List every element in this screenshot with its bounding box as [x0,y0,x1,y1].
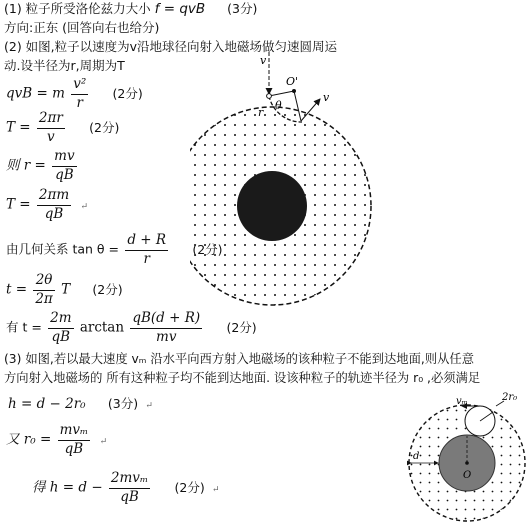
eq-num: mvₘ [58,423,91,441]
p3-intro-line1: (3) 如图,若以最大速度 vₘ 沿水平向西方射入地磁场的该种粒子不能到达地面,则从任意 [4,352,474,366]
p2-eq1 [6,77,143,111]
center-O [465,461,469,465]
fig1-label-o-prime: O' [286,75,299,88]
eq-den: mv [156,328,177,345]
earth-disk [237,171,307,241]
eq-num: mv [52,149,76,167]
center-O-prime [292,89,296,93]
score: (2分) [112,85,143,101]
p2-intro-line2: 动.设半径为r,周期为T [4,58,125,73]
p2-eq4 [6,188,88,222]
fig2-label-d: d [413,451,420,462]
eq-lhs: qvB = m [6,85,65,102]
figure-2-diagram [398,388,526,522]
eq-num: qB(d + R) [130,311,202,329]
p2-intro-line1: (2) 如图,粒子以速度为v沿地球径向射入地磁场做匀速圆周运 [4,39,338,54]
score: (2分) [174,479,205,495]
eq-num: 2πm [37,188,71,206]
eq-den: qB [44,205,64,222]
fig1-label-r: r [258,106,264,119]
eq-lhs: T = [6,119,31,136]
eq-arctan: arctan [79,319,125,336]
eq-den: qB [120,488,139,505]
p2-eq2 [6,111,119,145]
return-mark: ↵ [212,484,220,495]
eq-lhs: T = [6,196,31,213]
score: (2分) [226,319,257,335]
fig2-label-vm: vₘ [456,396,468,407]
eq-num: d + R [125,233,168,251]
figure-1-diagram [190,50,390,350]
eq-lhs: t = [6,281,28,298]
eq-den: qB [55,166,74,183]
return-mark: ↵ [145,401,153,411]
eq-den: qB [64,440,84,457]
score: (2分) [89,119,120,135]
p1-formula: f = qvB [154,1,206,17]
eq-lhs: 又 r₀ = [6,431,52,448]
fig2-label-o: O [463,470,472,481]
fig1-label-theta: θ [275,99,282,112]
return-mark: ↵ [80,201,89,212]
eq-num: 2m [48,311,73,329]
eq-lhs: h = d − 2r₀ [8,396,86,412]
eq-num: 2πr [37,111,65,129]
return-mark: ↵ [99,436,108,447]
score: (2分) [92,281,123,297]
eq-den: qB [51,328,71,345]
fig1-label-v-in: v [260,54,267,67]
score: (3分) [107,396,139,411]
p2-eq6 [6,273,123,307]
eq-lhs: 则 r = [6,157,46,174]
eq-den: 2π [35,290,53,307]
p3-intro-line2: 方向射入地磁场的 所有这种粒子均不能到达地面. 设该种粒子的轨迹半径为 r₀ ,必须满足 [4,371,481,385]
p1-line2: 方向:正东 (回答向右也给分) [4,20,160,35]
fig1-label-v: v [323,91,330,104]
p3-eq1 [8,398,153,412]
entry-point [267,94,272,99]
eq-den: r [76,94,83,111]
eq-num: v² [71,77,88,95]
eq-den: v [47,128,55,145]
p3-eq3 [32,471,220,505]
radius-line-upper [269,91,294,96]
score: (3分) [227,1,258,16]
p1-line1-text: (1) 粒子所受洛伦兹力大小 [4,1,151,16]
p3-eq2 [6,423,107,457]
p1-line1 [4,3,257,17]
eq-lhs: 由几何关系 tan θ = [6,241,120,257]
eq-num: 2mvₘ [109,471,150,489]
fig2-label-2r0: 2r₀ [502,392,518,403]
eq-lhs: 有 t = [6,319,42,335]
eq-lhs: 得 h = d − [32,479,103,496]
eq-tail: T [61,281,71,298]
eq-den: r [143,250,150,267]
eq-num: 2θ [33,273,54,291]
p2-eq3 [6,149,79,183]
